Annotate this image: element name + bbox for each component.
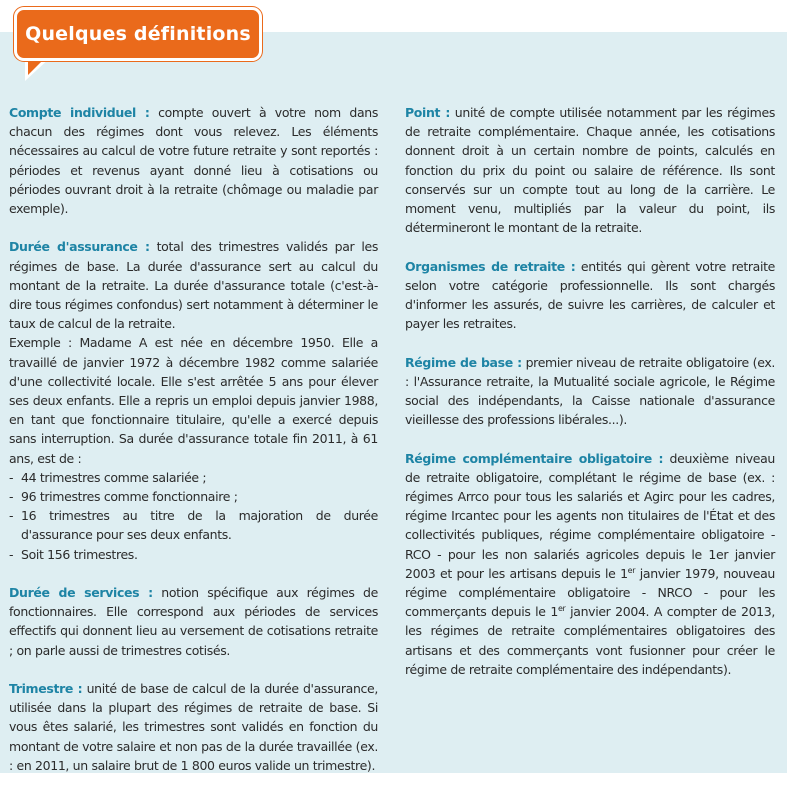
- title-callout: [14, 7, 262, 61]
- term-label: Durée de services :: [9, 585, 153, 601]
- term-label: Organismes de retraite :: [405, 258, 576, 274]
- left-column: [9, 103, 378, 794]
- definition-text: unité de base de calcul de la durée d'assurance, utilisée dans la plupart des régimes de retraite de base. Si vous êtes salarié, les trimestres sont validés en fonction du montant de votre salaire et non pas de la durée travaillée (ex. : en 2011, un salaire brut de 1 800 euros valide un trimestre).: [9, 681, 379, 773]
- superscript: er: [627, 565, 636, 575]
- list-item: - Soit 156 trimestres.: [9, 545, 378, 564]
- term-label: Durée d'assurance :: [9, 239, 150, 255]
- definition-text: unité de compte utilisée notamment par les régimes de retraite complémentaire. Chaque année, les cotisations donnent droit à un certain nombre de points, calculés en fonction du prix du point ou salaire de référence. Ils sont conservés sur un compte tout au long de la carrière. Le moment venu, multipliés par la valeur du point, ils détermineront le montant de la retraite.: [405, 105, 775, 236]
- definition-regime-base: [405, 353, 775, 430]
- example-text: Madame A est née en décembre 1950. Elle a travaillé de janvier 1972 à décembre 1982 comme salariée d'une collectivité locale. Elle s'est arrêtée 5 ans pour élever ses deux enfants. Elle a repris un emploi depuis janvier 1988, en tant que fonctionnaire titulaire, qu'elle a exercé depuis sans interruption. Sa durée d'assurance totale fin 2011, à 61 ans, est de :: [9, 335, 378, 466]
- definition-duree-assurance: [9, 237, 378, 563]
- term-label: Compte individuel :: [9, 105, 150, 120]
- definition-text: janvier 2004. A compter de 2013, les régimes de retraite complémentaires obligatoires des artisans et des commerçants vont fusionner pour créer le régime de retraite complémentaire des indépendants).: [405, 604, 775, 677]
- definition-text: compte ouvert à votre nom dans chacun des régimes dont vous relevez. Les éléments nécessaires au calcul de votre future retraite y sont reportés : périodes et revenus ayant donné lieu à cotisations ou périodes ouvrant droit à la retraite (chômage ou maladie par exemple).: [9, 105, 378, 217]
- right-column: [405, 103, 775, 698]
- definition-compte-individuel: [9, 103, 378, 218]
- definition-text: janvier 1979, nouveau régime complémentaire obligatoire - NRCO - pour les commerçants depuis le 1: [405, 565, 775, 620]
- page-title: Quelques définitions: [25, 23, 251, 45]
- definition-text: deuxième niveau de retraite obligatoire, complétant le régime de base (ex. : régimes Arrco pour tous les salariés et Agirc pour les cadres, régime Ircantec pour les agents non titulaires de l'État et des collectivités publiques, régime complémentaire obligatoire - RCO - pour les non salariés agricoles depuis le 1er janvier 2003 et pour les artisans depuis le 1: [405, 450, 775, 581]
- definition-organismes: [405, 257, 775, 334]
- list-item: - 44 trimestres comme salariée ;: [9, 468, 378, 487]
- example-label: Exemple :: [9, 335, 72, 351]
- example-paragraph: [9, 333, 378, 467]
- list-item: - 96 trimestres comme fonctionnaire ;: [9, 487, 378, 506]
- definition-text: total des trimestres validés par les régimes de base. La durée d'assurance sert au calcul du montant de la retraite. La durée d'assurance totale (c'est-à-dire tous régimes confondus) sert notamment à déterminer le taux de calcul de la retraite.: [9, 239, 378, 332]
- definition-point: [405, 103, 775, 237]
- definition-duree-services: [9, 583, 378, 660]
- definition-paragraph: [9, 237, 378, 333]
- list-item: - 16 trimestres au titre de la majoration de durée d'assurance pour ses deux enfants.: [9, 506, 378, 544]
- definition-text: notion spécifique aux régimes de fonctionnaires. Elle correspond aux périodes de services effectifs qui donnent lieu au versement de cotisations retraite ; on parle aussi de trimestres cotisés.: [9, 585, 378, 658]
- superscript: er: [557, 604, 566, 614]
- definition-regime-complementaire: [405, 449, 775, 679]
- example-list: [9, 468, 378, 564]
- term-label: Régime de base :: [405, 354, 522, 370]
- term-label: Point :: [405, 105, 450, 120]
- definition-text: entités qui gèrent votre retraite selon votre catégorie professionnelle. Ils sont chargés d'informer les assurés, de suivre les carrières, de calculer et payer les retraites.: [405, 258, 775, 332]
- definition-text: premier niveau de retraite obligatoire (ex. : l'Assurance retraite, la Mutualité sociale agricole, le Régime social des indépendants, la Caisse nationale d'assurance vieillesse des professions libérales...).: [405, 354, 775, 428]
- term-label: Trimestre :: [9, 681, 83, 697]
- definition-trimestre: [9, 679, 378, 775]
- term-label: Régime complémentaire obligatoire :: [405, 450, 664, 466]
